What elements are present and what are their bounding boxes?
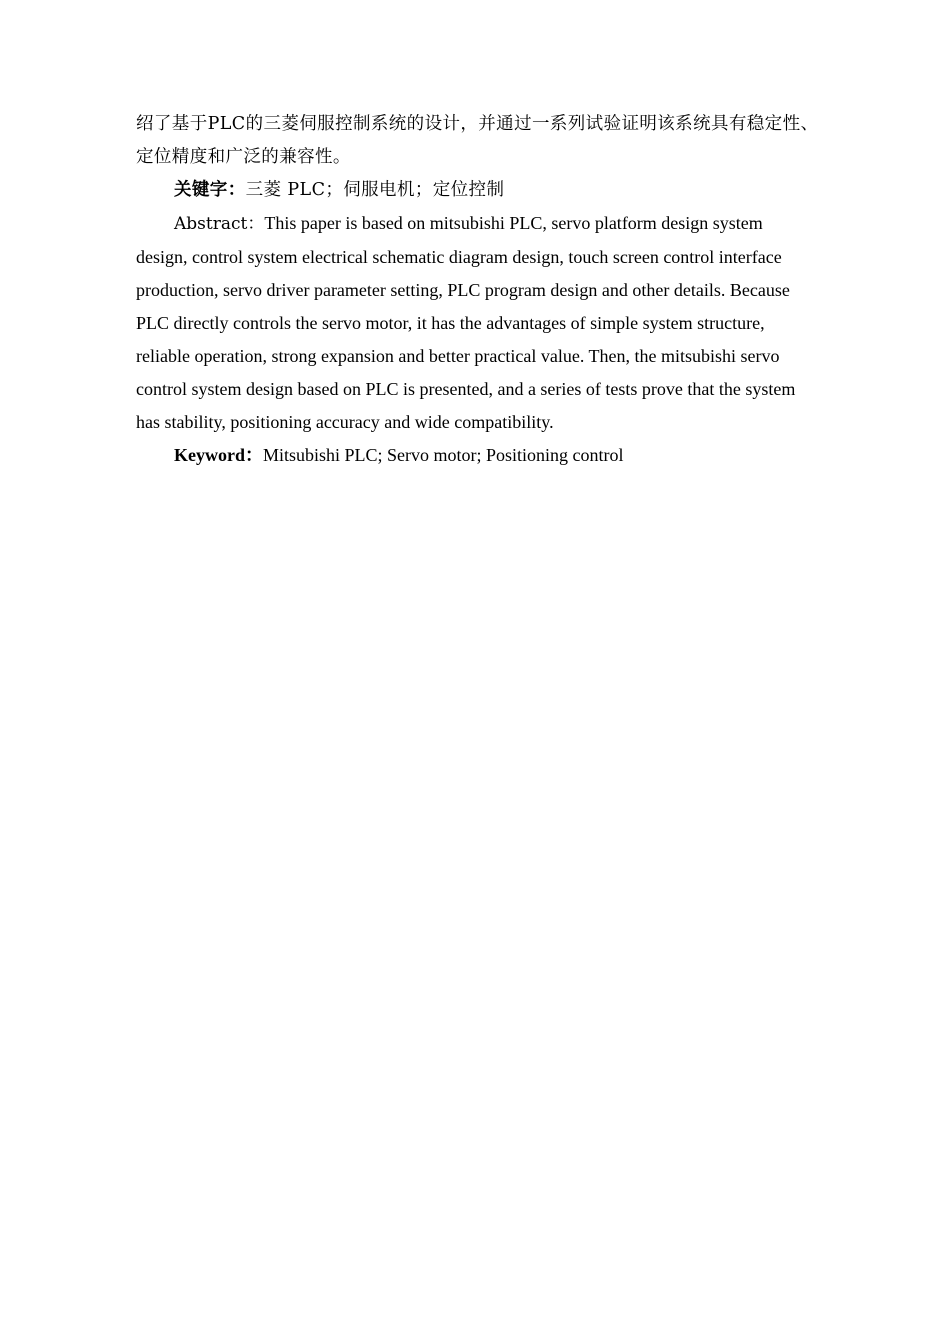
english-abstract-label: Abstract：	[174, 214, 265, 234]
english-abstract-line-7: has stability, positioning accuracy and wide compatibility.	[136, 412, 554, 432]
english-keywords	[136, 439, 856, 472]
chinese-keywords-label: 关键字：	[174, 180, 246, 200]
english-abstract-line-1	[136, 207, 856, 241]
english-abstract-text-1: This paper is based on mitsubishi PLC, servo platform design system	[264, 213, 763, 233]
chinese-keywords-text: 三菱 PLC；伺服电机；定位控制	[245, 180, 505, 200]
english-abstract-line-4: PLC directly controls the servo motor, it has the advantages of simple system structure,	[136, 313, 765, 333]
chinese-keywords	[136, 174, 856, 207]
document-page	[136, 108, 856, 472]
english-keywords-label: Keyword：	[174, 445, 263, 465]
english-abstract-line-2: design, control system electrical schematic diagram design, touch screen control interface	[136, 247, 782, 267]
english-keywords-text: Mitsubishi PLC; Servo motor; Positioning control	[263, 445, 624, 465]
english-abstract-line-6: control system design based on PLC is presented, and a series of tests prove that the system	[136, 379, 796, 399]
english-abstract-line-3: production, servo driver parameter setting, PLC program design and other details. Because	[136, 280, 790, 300]
chinese-abstract-line-1: 绍了基于PLC的三菱伺服控制系统的设计，并通过一系列试验证明该系统具有稳定性、	[136, 114, 819, 134]
english-abstract-line-5: reliable operation, strong expansion and better practical value. Then, the mitsubishi servo	[136, 346, 780, 366]
chinese-abstract-line-2: 定位精度和广泛的兼容性。	[136, 147, 351, 167]
